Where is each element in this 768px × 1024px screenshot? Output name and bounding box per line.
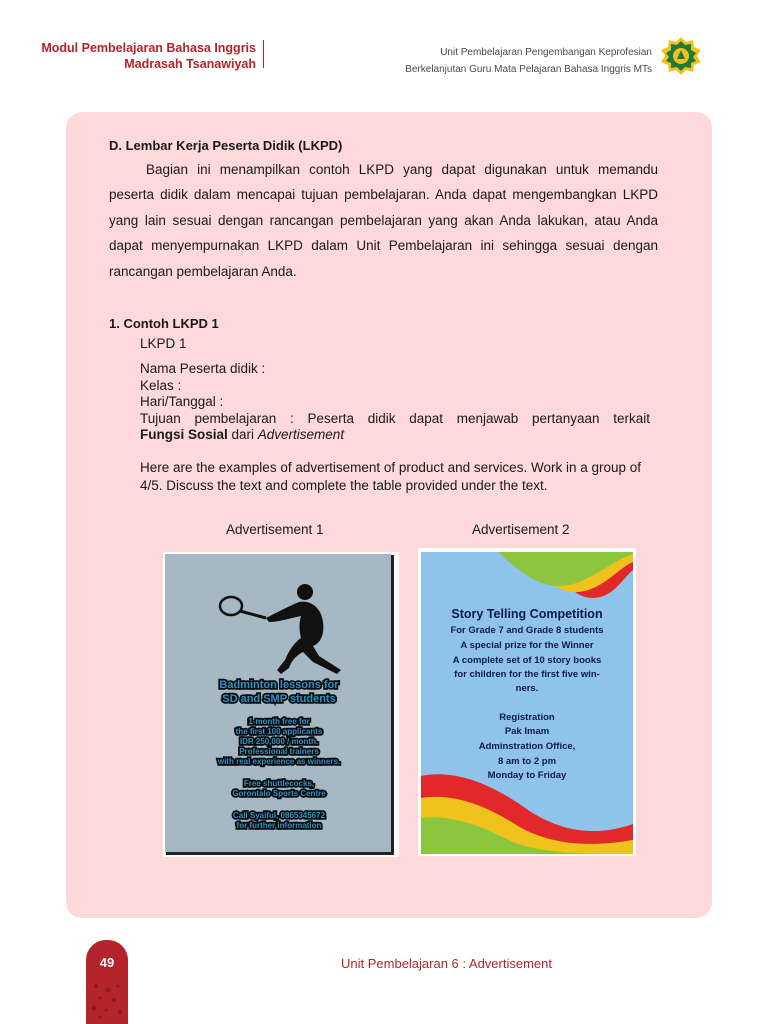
header-divider	[263, 40, 264, 68]
module-title-line1: Modul Pembelajaran Bahasa Inggris	[41, 41, 256, 55]
section-paragraph: Bagian ini menampilkan contoh LKPD yang dapat digunakan untuk memandu peserta didik dalam mencapai tujuan pembelajaran. Anda dapat mengembangkan LKPD yang lain sesuai dengan rancangan pembelajaran yang akan Anda lakukan, atau Anda dapat menyempurnakan LKPD dalam Unit Pembelajaran ini sehingga sesuai dengan rancangan pembelajaran Anda.	[109, 162, 658, 279]
ad2-reg-line: Registration	[499, 712, 555, 723]
unit-title-line1: Unit Pembelajaran Pengembangan Keprofesian	[440, 47, 652, 58]
tujuan-connector: dari	[227, 427, 258, 442]
module-title	[41, 40, 256, 72]
field-tujuan: Tujuan pembelajaran : Peserta didik dapat menjawab pertanyaan terkait	[140, 410, 650, 426]
ad1-body-line: Professional trainers	[239, 747, 319, 756]
example-title: 1. Contoh LKPD 1	[109, 316, 219, 331]
ad2-line: for children for the first five win-	[454, 669, 600, 680]
field-tujuan-cont	[140, 427, 650, 444]
ad1-contact-line: Call Syaiful, 0865345672	[232, 811, 326, 820]
advertisement-text: Advertisement	[257, 427, 345, 442]
field-nama: Nama Peserta didik :	[140, 361, 266, 376]
ad2-line: A special prize for the Winner	[460, 640, 594, 651]
section-title: D. Lembar Kerja Peserta Didik (LKPD)	[109, 138, 343, 153]
decorative-pattern-icon	[88, 980, 126, 1020]
lkpd-label: LKPD 1	[140, 336, 187, 351]
instruction-text: Here are the examples of advertisement of product and services. Work in a group of 4/5. Discuss the text and complete the table provided under the text.	[140, 460, 642, 493]
ad1-body-line: IDR 250,000 / month.	[239, 737, 319, 746]
fungsi-sosial-text: Fungsi Sosial	[140, 427, 228, 442]
ad1-heading2: SD and SMP students	[222, 693, 336, 705]
advertisement-2-image	[418, 548, 636, 856]
ad1-footer-line: Free shuttlecocks,	[243, 779, 315, 788]
ad2-line: ners.	[515, 683, 539, 694]
module-title-line2: Madrasah Tsanawiyah	[124, 57, 256, 71]
ad1-body-line: the first 100 applicants	[235, 727, 323, 736]
ad1-body-line: with real experience as winners.	[217, 757, 341, 766]
advertisement-1-label: Advertisement 1	[226, 522, 324, 537]
ad2-reg-line: Adminstration Office,	[478, 741, 576, 752]
page-number: 49	[99, 955, 115, 970]
ad1-heading1: Badminton lessons for	[219, 679, 339, 691]
advertisement-1-image	[163, 552, 399, 857]
ad2-reg-line: Monday to Friday	[487, 770, 567, 781]
ad1-footer-line: Gorontalo Sports Centre	[232, 789, 326, 798]
ad2-reg-line: Pak Imam	[504, 726, 550, 737]
field-hari: Hari/Tanggal :	[140, 394, 224, 409]
ad1-body-line: 1-month free for	[248, 717, 310, 726]
unit-title-line2: Berkelanjutan Guru Mata Pelajaran Bahasa Inggris MTs	[405, 64, 652, 75]
kemenag-logo-icon	[659, 36, 703, 76]
ad2-reg-line: 8 am to 2 pm	[497, 756, 557, 767]
ad2-line: A complete set of 10 story books	[452, 655, 602, 666]
advertisement-2-label: Advertisement 2	[472, 522, 570, 537]
field-kelas: Kelas :	[140, 377, 182, 393]
ad2-line: For Grade 7 and Grade 8 students	[450, 625, 604, 636]
ad2-title: Story Telling Competition	[451, 607, 603, 621]
ad1-contact-line: for further information	[236, 821, 322, 830]
footer-unit-title: Unit Pembelajaran 6 : Advertisement	[341, 956, 552, 971]
unit-title	[405, 44, 652, 78]
student-fields	[140, 361, 650, 444]
